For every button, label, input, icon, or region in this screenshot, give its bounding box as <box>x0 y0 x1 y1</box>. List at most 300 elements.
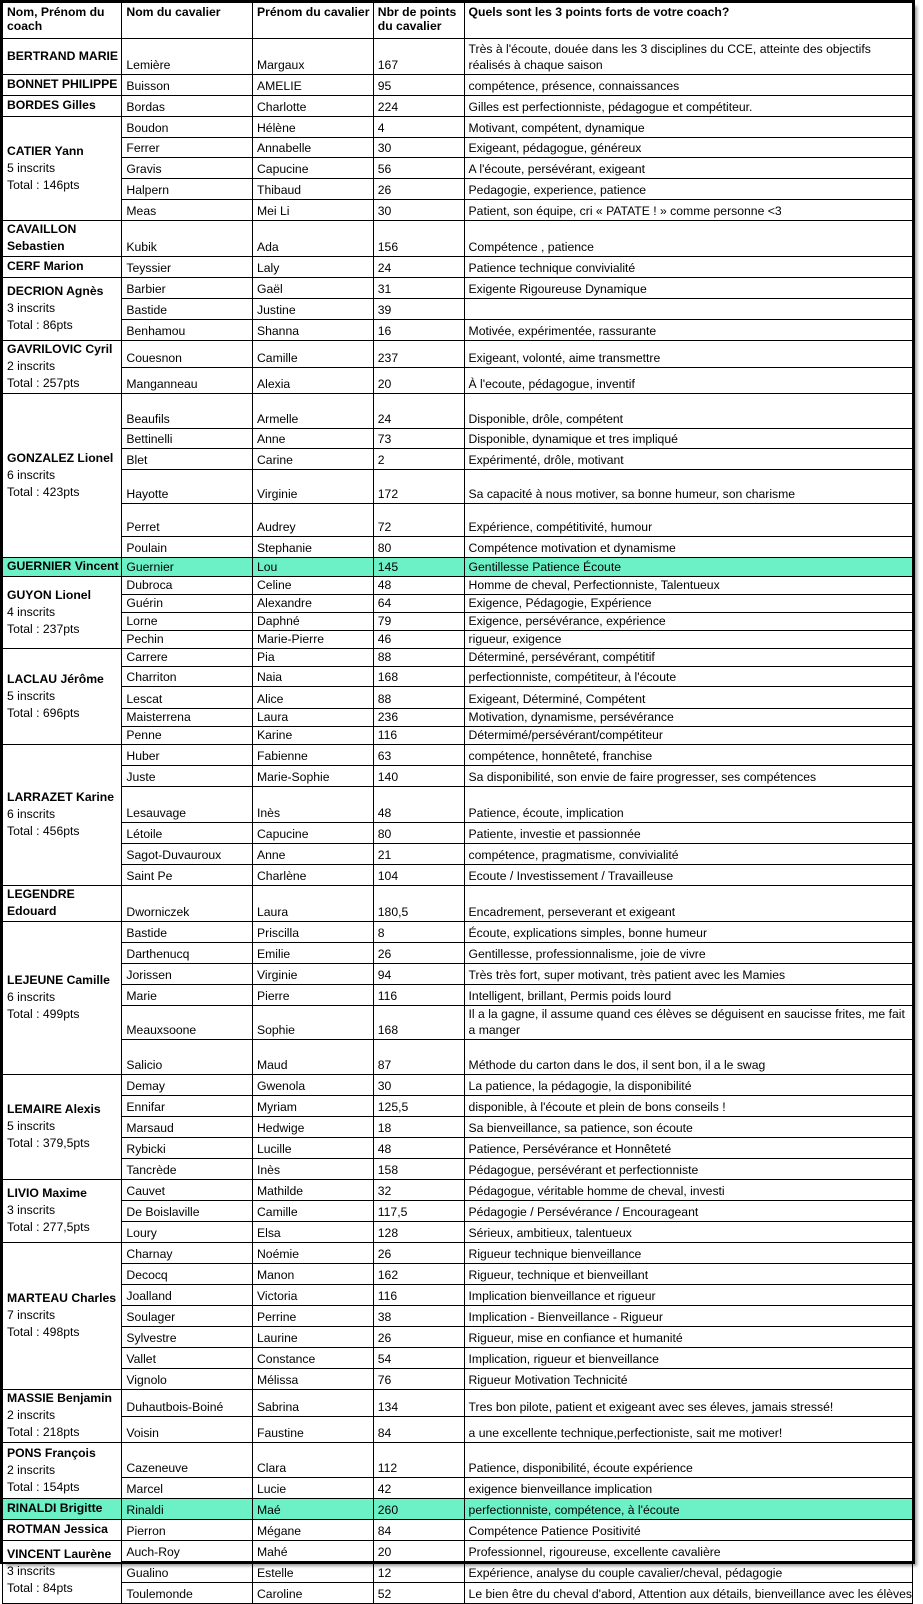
coach-name: CATIER Yann <box>7 143 84 158</box>
rider-last-name-cell: Cauvet <box>122 1180 253 1201</box>
rider-points-cell: 237 <box>373 341 464 368</box>
coach-inscrits-count: 6 inscrits <box>7 467 56 482</box>
coach-strengths-cell: Patience, écoute, implication <box>464 787 912 823</box>
coach-strengths-cell: compétence, honnêteté, franchise <box>464 745 912 766</box>
rider-points-cell: 32 <box>373 1180 464 1201</box>
coach-name: LEGENDRE Edouard <box>7 887 75 918</box>
coach-strengths-cell: Patient, son équipe, cri « PATATE ! » comme personne <3 <box>464 200 912 221</box>
rider-last-name-cell: Maisterrena <box>122 709 253 727</box>
coach-strengths-cell: Écoute, explications simples, bonne humeur <box>464 922 912 943</box>
coach-strengths-cell: compétence, présence, connaissances <box>464 75 912 96</box>
coach-cell <box>3 75 122 96</box>
coach-strengths-cell: Déterminé, persévérant, compétitif <box>464 649 912 667</box>
rider-first-name-cell: Sophie <box>253 1006 374 1040</box>
rider-points-cell: 236 <box>373 709 464 727</box>
table-row <box>3 687 913 709</box>
coach-cell <box>3 96 122 117</box>
table-row <box>3 964 913 985</box>
coach-total-points: Total : 277,5pts <box>7 1220 90 1234</box>
coach-strengths-cell: compétence, pragmatisme, convivialité <box>464 844 912 865</box>
coach-strengths-cell: Très très fort, super motivant, très patient avec les Mamies <box>464 964 912 985</box>
rider-first-name-cell: Fabienne <box>253 745 374 766</box>
coach-name: GUERNIER Vincent <box>7 559 119 573</box>
coach-strengths-cell: Disponible, dynamique et tres impliqué <box>464 429 912 449</box>
rider-points-cell: 79 <box>373 613 464 631</box>
table-row <box>3 558 913 577</box>
coach-total-points: Total : 218pts <box>7 1425 80 1439</box>
coach-inscrits-count: 2 inscrits <box>7 1408 56 1422</box>
coach-strengths-cell: Compétence , patience <box>464 221 912 257</box>
rider-first-name-cell: Ada <box>253 221 374 257</box>
coach-total-points: Total : 423pts <box>7 484 80 499</box>
coach-cell <box>3 117 122 221</box>
coach-strengths-cell: Gentillesse Patience Écoute <box>464 558 912 577</box>
rider-points-cell: 31 <box>373 278 464 299</box>
coach-strengths-cell: Intelligent, brillant, Permis poids lourd <box>464 985 912 1006</box>
coach-strengths-cell: Expérimenté, drôle, motivant <box>464 449 912 470</box>
rider-points-cell: 20 <box>373 1541 464 1562</box>
rider-first-name-cell: Audrey <box>253 504 374 537</box>
rider-first-name-cell: Armelle <box>253 394 374 429</box>
table-row <box>3 865 913 886</box>
table-row <box>3 613 913 631</box>
table-row <box>3 278 913 299</box>
table-row <box>3 1562 913 1583</box>
coach-cell <box>3 394 122 558</box>
coach-strengths-cell: Compétence Patience Positivité <box>464 1520 912 1541</box>
coach-strengths-cell: Pédagogie / Persévérance / Encourageant <box>464 1201 912 1222</box>
coach-name: BONNET PHILIPPE <box>7 77 118 91</box>
coach-strengths-cell: A l'écoute, persévérant, exigeant <box>464 158 912 179</box>
rider-last-name-cell: Decocq <box>122 1264 253 1285</box>
rider-last-name-cell: Rinaldi <box>122 1499 253 1520</box>
table-row <box>3 787 913 823</box>
coach-inscrits-count: 4 inscrits <box>7 604 56 619</box>
header-coach: Nom, Prénom du coach <box>3 3 122 39</box>
rider-first-name-cell: Lucille <box>253 1138 374 1159</box>
coach-name: RINALDI Brigitte <box>7 1501 103 1515</box>
rider-first-name-cell: Maé <box>253 1499 374 1520</box>
coach-strengths-cell: La patience, la pédagogie, la disponibilité <box>464 1075 912 1096</box>
rider-points-cell: 48 <box>373 1138 464 1159</box>
coach-strengths-cell: Sa bienveillance, sa patience, son écoute <box>464 1117 912 1138</box>
header-nom-cavalier: Nom du cavalier <box>122 3 253 39</box>
rider-points-cell: 112 <box>373 1443 464 1478</box>
table-row <box>3 394 913 429</box>
rider-first-name-cell: Estelle <box>253 1562 374 1583</box>
rider-points-cell: 21 <box>373 844 464 865</box>
coach-name: MARTEAU Charles <box>7 1291 117 1305</box>
table-row <box>3 367 913 394</box>
table-row <box>3 1583 913 1604</box>
rider-first-name-cell: Charlotte <box>253 96 374 117</box>
rider-first-name-cell: Maud <box>253 1040 374 1075</box>
rider-last-name-cell: Salicio <box>122 1040 253 1075</box>
rider-first-name-cell: Laly <box>253 257 374 278</box>
rider-points-cell: 116 <box>373 727 464 745</box>
rider-points-cell: 52 <box>373 1583 464 1604</box>
coach-total-points: Total : 257pts <box>7 376 80 390</box>
table-row <box>3 39 913 75</box>
rider-last-name-cell: Ennifar <box>122 1096 253 1117</box>
table-row <box>3 470 913 504</box>
rider-first-name-cell: Faustine <box>253 1416 374 1443</box>
rider-points-cell: 84 <box>373 1416 464 1443</box>
coach-strengths-cell: Tres bon pilote, patient et exigeant avec ses éleves, jamais stressé! <box>464 1390 912 1417</box>
coach-strengths-cell: Pédagogue, persévérant et perfectionniste <box>464 1159 912 1180</box>
rider-first-name-cell: Margaux <box>253 39 374 75</box>
rider-last-name-cell: Duhautbois-Boiné <box>122 1390 253 1417</box>
coach-strengths-cell: Pédagogue, véritable homme de cheval, investi <box>464 1180 912 1201</box>
table-row <box>3 1285 913 1306</box>
rider-first-name-cell: Gaël <box>253 278 374 299</box>
coach-strengths-cell: Patience, disponibilité, écoute expérience <box>464 1443 912 1478</box>
table-row <box>3 709 913 727</box>
table-row <box>3 449 913 470</box>
coach-cell <box>3 745 122 886</box>
rider-last-name-cell: Charnay <box>122 1243 253 1264</box>
table-row <box>3 1006 913 1040</box>
coach-strengths-cell: Motivée, expérimentée, rassurante <box>464 320 912 341</box>
rider-last-name-cell: Pierron <box>122 1520 253 1541</box>
coach-inscrits-count: 3 inscrits <box>7 1203 56 1217</box>
rider-last-name-cell: Meauxsoone <box>122 1006 253 1040</box>
rider-last-name-cell: Vignolo <box>122 1369 253 1390</box>
rider-last-name-cell: Teyssier <box>122 257 253 278</box>
table-row <box>3 341 913 368</box>
rider-points-cell: 20 <box>373 367 464 394</box>
coach-strengths-cell: Exigeant, volonté, aime transmettre <box>464 341 912 368</box>
coach-name: LEJEUNE Camille <box>7 973 110 987</box>
rider-first-name-cell: Naia <box>253 667 374 687</box>
rider-last-name-cell: Voisin <box>122 1416 253 1443</box>
coach-strengths-cell: Sa capacité à nous motiver, sa bonne humeur, son charisme <box>464 470 912 504</box>
table-row <box>3 667 913 687</box>
coach-name: CERF Marion <box>7 259 84 273</box>
rider-last-name-cell: Loury <box>122 1222 253 1243</box>
rider-points-cell: 134 <box>373 1390 464 1417</box>
coach-cell <box>3 1499 122 1520</box>
coach-cell <box>3 341 122 394</box>
table-row <box>3 1348 913 1369</box>
coach-name: ROTMAN Jessica <box>7 1522 108 1536</box>
rider-first-name-cell: Victoria <box>253 1285 374 1306</box>
coach-cell <box>3 221 122 257</box>
spreadsheet-table-container <box>2 2 913 1601</box>
rider-last-name-cell: Bordas <box>122 96 253 117</box>
rider-last-name-cell: Tancrède <box>122 1159 253 1180</box>
table-row <box>3 504 913 537</box>
coach-strengths-cell: disponible, à l'écoute et plein de bons conseils ! <box>464 1096 912 1117</box>
rider-first-name-cell: Inès <box>253 787 374 823</box>
coach-strengths-cell <box>464 299 912 320</box>
coach-strengths-cell: rigueur, exigence <box>464 631 912 649</box>
rider-points-cell: 2 <box>373 449 464 470</box>
rider-points-cell: 162 <box>373 1264 464 1285</box>
rider-last-name-cell: Couesnon <box>122 341 253 368</box>
coach-name: LEMAIRE Alexis <box>7 1102 101 1116</box>
table-row <box>3 1369 913 1390</box>
coach-strengths-cell: Rigueur Motivation Technicité <box>464 1369 912 1390</box>
table-row <box>3 886 913 922</box>
coach-name: LIVIO Maxime <box>7 1186 87 1200</box>
header-row <box>3 3 913 39</box>
rider-last-name-cell: Blet <box>122 449 253 470</box>
rider-last-name-cell: Gualino <box>122 1562 253 1583</box>
coach-strengths-cell: Homme de cheval, Perfectionniste, Talentueux <box>464 577 912 595</box>
table-row <box>3 1117 913 1138</box>
rider-points-cell: 64 <box>373 595 464 613</box>
coach-cell <box>3 39 122 75</box>
coach-total-points: Total : 456pts <box>7 824 80 838</box>
rider-last-name-cell: Lorne <box>122 613 253 631</box>
coach-cell <box>3 278 122 341</box>
rider-points-cell: 168 <box>373 667 464 687</box>
coach-strengths-cell: exigence bienveillance implication <box>464 1478 912 1499</box>
coach-inscrits-count: 3 inscrits <box>7 1564 56 1578</box>
table-row <box>3 179 913 200</box>
coach-cell <box>3 1390 122 1443</box>
coach-strengths-cell: Ecoute / Investissement / Travailleuse <box>464 865 912 886</box>
rider-last-name-cell: Dworniczek <box>122 886 253 922</box>
rider-last-name-cell: Soulager <box>122 1306 253 1327</box>
rider-last-name-cell: Perret <box>122 504 253 537</box>
rider-points-cell: 128 <box>373 1222 464 1243</box>
coach-strengths-cell: Le bien être du cheval d'abord, Attention aux détails, bienveillance avec les élèves <box>464 1583 912 1604</box>
rider-last-name-cell: Benhamou <box>122 320 253 341</box>
rider-first-name-cell: Celine <box>253 577 374 595</box>
rider-points-cell: 24 <box>373 394 464 429</box>
rider-first-name-cell: Charlène <box>253 865 374 886</box>
rider-last-name-cell: Bastide <box>122 922 253 943</box>
table-row <box>3 577 913 595</box>
table-row <box>3 221 913 257</box>
coach-strengths-cell: Exigente Rigoureuse Dynamique <box>464 278 912 299</box>
rider-first-name-cell: Karine <box>253 727 374 745</box>
coach-cell <box>3 1243 122 1390</box>
table-row <box>3 823 913 844</box>
rider-last-name-cell: Guérin <box>122 595 253 613</box>
rider-points-cell: 180,5 <box>373 886 464 922</box>
coach-name: LARRAZET Karine <box>7 790 114 804</box>
rider-first-name-cell: Anne <box>253 429 374 449</box>
coach-cell <box>3 1541 122 1604</box>
rider-last-name-cell: Demay <box>122 1075 253 1096</box>
rider-points-cell: 172 <box>373 470 464 504</box>
rider-last-name-cell: Huber <box>122 745 253 766</box>
rider-last-name-cell: Sylvestre <box>122 1327 253 1348</box>
coach-name: CAVAILLON Sebastien <box>7 222 77 253</box>
rider-points-cell: 73 <box>373 429 464 449</box>
table-row <box>3 1327 913 1348</box>
table-row <box>3 1443 913 1478</box>
coach-inscrits-count: 7 inscrits <box>7 1308 56 1322</box>
coach-total-points: Total : 379,5pts <box>7 1136 90 1150</box>
rider-points-cell: 39 <box>373 299 464 320</box>
rider-first-name-cell: Shanna <box>253 320 374 341</box>
rider-first-name-cell: Gwenola <box>253 1075 374 1096</box>
rider-first-name-cell: Virginie <box>253 964 374 985</box>
rider-first-name-cell: Hedwige <box>253 1117 374 1138</box>
table-row <box>3 1075 913 1096</box>
table-row <box>3 1390 913 1417</box>
coach-cell <box>3 257 122 278</box>
table-body <box>3 39 913 1604</box>
rider-first-name-cell: Pierre <box>253 985 374 1006</box>
rider-last-name-cell: Marcel <box>122 1478 253 1499</box>
table-row <box>3 1306 913 1327</box>
coach-inscrits-count: 5 inscrits <box>7 688 56 703</box>
rider-points-cell: 26 <box>373 1327 464 1348</box>
coach-total-points: Total : 237pts <box>7 621 80 636</box>
coach-strengths-cell: Implication, rigueur et bienveillance <box>464 1348 912 1369</box>
rider-last-name-cell: Kubik <box>122 221 253 257</box>
coach-cell <box>3 1075 122 1180</box>
rider-points-cell: 46 <box>373 631 464 649</box>
table-row <box>3 922 913 943</box>
rider-last-name-cell: Juste <box>122 766 253 787</box>
coach-strengths-cell: Exigence, persévérance, expérience <box>464 613 912 631</box>
coach-strengths-cell: Détermimé/persévérant/compétiteur <box>464 727 912 745</box>
rider-points-cell: 26 <box>373 1243 464 1264</box>
rider-first-name-cell: Daphné <box>253 613 374 631</box>
coach-strengths-cell: Gilles est perfectionniste, pédagogue et compétiteur. <box>464 96 912 117</box>
coach-inscrits-count: 5 inscrits <box>7 1119 56 1133</box>
table-row <box>3 158 913 179</box>
table-row <box>3 1520 913 1541</box>
table-row <box>3 1541 913 1562</box>
coach-name: BERTRAND MARIE <box>7 48 119 63</box>
rider-points-cell: 117,5 <box>373 1201 464 1222</box>
rider-last-name-cell: Lemière <box>122 39 253 75</box>
rider-last-name-cell: Pechin <box>122 631 253 649</box>
coach-strengths-cell: Compétence motivation et dynamisme <box>464 537 912 558</box>
rider-points-cell: 72 <box>373 504 464 537</box>
rider-first-name-cell: Elsa <box>253 1222 374 1243</box>
coach-strengths-cell: Gentillesse, professionnalisme, joie de vivre <box>464 943 912 964</box>
rider-first-name-cell: Lucie <box>253 1478 374 1499</box>
coach-cell <box>3 558 122 577</box>
rider-first-name-cell: Carine <box>253 449 374 470</box>
rider-first-name-cell: Marie-Sophie <box>253 766 374 787</box>
rider-first-name-cell: Virginie <box>253 470 374 504</box>
rider-points-cell: 56 <box>373 158 464 179</box>
rider-points-cell: 94 <box>373 964 464 985</box>
rider-last-name-cell: Guernier <box>122 558 253 577</box>
rider-points-cell: 80 <box>373 537 464 558</box>
rider-first-name-cell: Marie-Pierre <box>253 631 374 649</box>
rider-last-name-cell: Bettinelli <box>122 429 253 449</box>
coach-strengths-cell: Il a la gagne, il assume quand ces élèves se déguisent en saucisse frites, me fait a manger <box>464 1006 912 1040</box>
coach-strengths-cell: Implication bienveillance et rigueur <box>464 1285 912 1306</box>
coach-total-points: Total : 146pts <box>7 177 80 192</box>
rider-last-name-cell: Joalland <box>122 1285 253 1306</box>
coach-strengths-cell: Expérience, compétitivité, humour <box>464 504 912 537</box>
coach-strengths-cell: Disponible, drôle, compétent <box>464 394 912 429</box>
rider-first-name-cell: Laurine <box>253 1327 374 1348</box>
coach-strengths-cell: Motivant, compétent, dynamique <box>464 117 912 138</box>
coach-cell <box>3 886 122 922</box>
coach-strengths-cell: Très à l'écoute, douée dans les 3 disciplines du CCE, atteinte des objectifs réalisés à chaque saison <box>464 39 912 75</box>
rider-points-cell: 158 <box>373 1159 464 1180</box>
rider-last-name-cell: Dubroca <box>122 577 253 595</box>
rider-first-name-cell: Constance <box>253 1348 374 1369</box>
rider-first-name-cell: Mélissa <box>253 1369 374 1390</box>
coach-cell <box>3 1443 122 1499</box>
coach-cell <box>3 649 122 745</box>
coach-strengths-cell: Exigence, Pédagogie, Expérience <box>464 595 912 613</box>
coach-total-points: Total : 499pts <box>7 1007 80 1021</box>
coach-name: VINCENT Laurène <box>7 1547 112 1561</box>
rider-points-cell: 140 <box>373 766 464 787</box>
rider-points-cell: 104 <box>373 865 464 886</box>
table-row <box>3 200 913 221</box>
rider-first-name-cell: Inès <box>253 1159 374 1180</box>
rider-last-name-cell: Ferrer <box>122 138 253 158</box>
table-row <box>3 1201 913 1222</box>
rider-last-name-cell: Poulain <box>122 537 253 558</box>
rider-last-name-cell: Lesauvage <box>122 787 253 823</box>
rider-last-name-cell: Sagot-Duvauroux <box>122 844 253 865</box>
table-row <box>3 1499 913 1520</box>
header-prenom-cavalier: Prénom du cavalier <box>253 3 374 39</box>
table-row <box>3 75 913 96</box>
rider-last-name-cell: Penne <box>122 727 253 745</box>
table-row <box>3 1264 913 1285</box>
coach-strengths-cell: Exigeant, Déterminé, Compétent <box>464 687 912 709</box>
rider-last-name-cell: Boudon <box>122 117 253 138</box>
coach-strengths-cell: Professionnel, rigoureuse, excellente cavalière <box>464 1541 912 1562</box>
coach-strengths-cell: Sa disponibilité, son envie de faire progresser, ses compétences <box>464 766 912 787</box>
coach-strengths-cell: perfectionniste, compétence, à l'écoute <box>464 1499 912 1520</box>
coach-strengths-cell: Rigueur, mise en confiance et humanité <box>464 1327 912 1348</box>
coach-strengths-cell: Rigueur, technique et bienveillant <box>464 1264 912 1285</box>
rider-first-name-cell: Laura <box>253 709 374 727</box>
rider-first-name-cell: Mathilde <box>253 1180 374 1201</box>
rider-first-name-cell: Camille <box>253 341 374 368</box>
rider-points-cell: 30 <box>373 1075 464 1096</box>
table-row <box>3 299 913 320</box>
rider-first-name-cell: Myriam <box>253 1096 374 1117</box>
rider-first-name-cell: Emilie <box>253 943 374 964</box>
table-row <box>3 138 913 158</box>
rider-first-name-cell: Hélène <box>253 117 374 138</box>
coach-inscrits-count: 3 inscrits <box>7 301 56 315</box>
rider-first-name-cell: Noémie <box>253 1243 374 1264</box>
rider-points-cell: 168 <box>373 1006 464 1040</box>
coach-riders-table <box>2 2 913 1604</box>
table-row <box>3 1416 913 1443</box>
rider-points-cell: 24 <box>373 257 464 278</box>
table-row <box>3 320 913 341</box>
rider-points-cell: 88 <box>373 649 464 667</box>
rider-last-name-cell: De Boislaville <box>122 1201 253 1222</box>
rider-last-name-cell: Cazeneuve <box>122 1443 253 1478</box>
coach-strengths-cell: Implication - Bienveillance - Rigueur <box>464 1306 912 1327</box>
coach-total-points: Total : 86pts <box>7 318 73 332</box>
coach-strengths-cell: Patiente, investie et passionnée <box>464 823 912 844</box>
rider-first-name-cell: Alice <box>253 687 374 709</box>
coach-strengths-cell: a une excellente technique,perfectioniste, sait me motiver! <box>464 1416 912 1443</box>
rider-last-name-cell: Auch-Roy <box>122 1541 253 1562</box>
coach-strengths-cell: Exigeant, pédagogue, généreux <box>464 138 912 158</box>
rider-points-cell: 116 <box>373 985 464 1006</box>
rider-first-name-cell: Lou <box>253 558 374 577</box>
coach-name: GONZALEZ Lionel <box>7 450 114 465</box>
coach-strengths-cell: Patience, Persévérance et Honnêteté <box>464 1138 912 1159</box>
rider-last-name-cell: Bastide <box>122 299 253 320</box>
rider-points-cell: 260 <box>373 1499 464 1520</box>
